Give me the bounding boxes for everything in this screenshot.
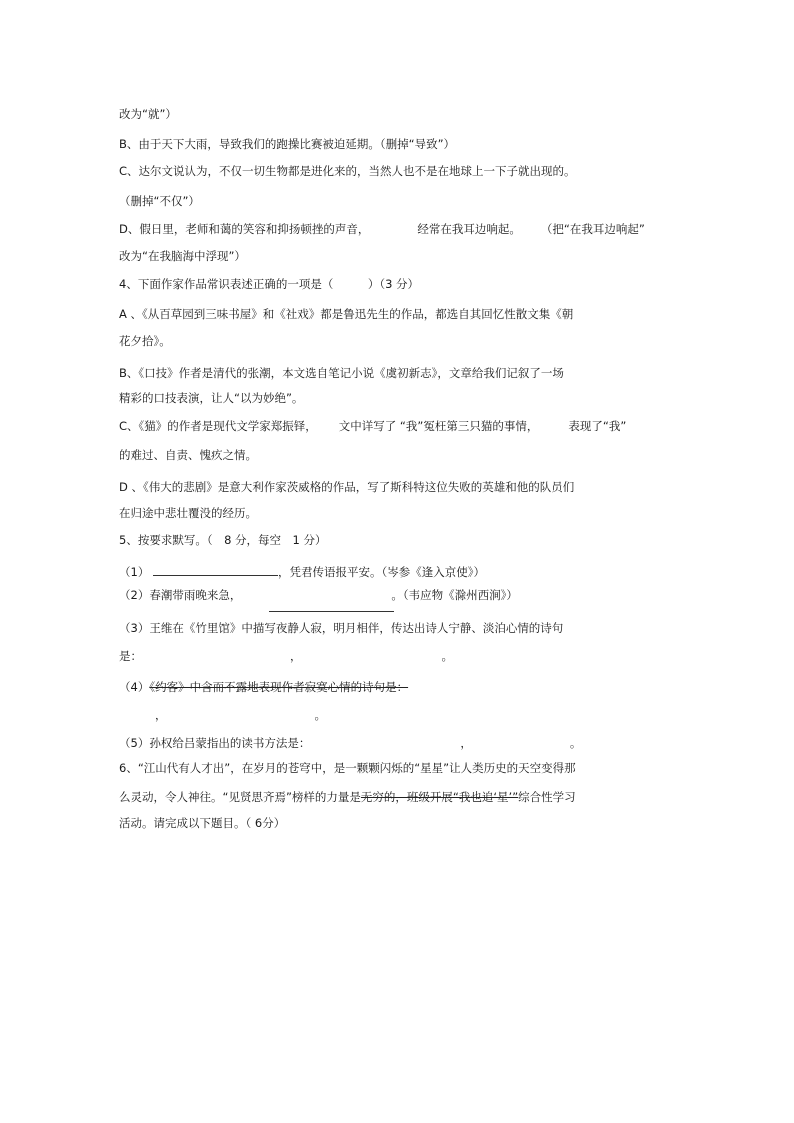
text-segment: ，凭君传语报平安。（岑参《逢入京使》） bbox=[277, 565, 485, 579]
text-segment: （把“在我耳边响起” bbox=[540, 222, 645, 236]
text-segment: ， bbox=[155, 708, 167, 722]
text-line: B、由于天下大雨，导致我们的跑操比赛被迫延期。（删掉“导致”） bbox=[119, 137, 456, 151]
recitation-5 bbox=[119, 735, 581, 751]
text-segment: ， bbox=[460, 736, 472, 750]
option-c bbox=[119, 418, 626, 434]
recitation-2 bbox=[119, 587, 518, 603]
text-segment: 表现了“我” bbox=[568, 419, 627, 433]
option-b: B、《口技》作者是清代的张潮，本文选自笔记小说《虞初新志》，文章给我们记叙了一场 bbox=[119, 366, 564, 380]
text-segment: 。（韦应物《滁州西涧》） bbox=[391, 588, 518, 602]
text-segment: C、《猫》的作者是现代文学家郑振铎， bbox=[119, 419, 317, 433]
recitation-1 bbox=[119, 561, 485, 580]
question-6-stem: 6、“江山代有人才出”，在岁月的苍穹中，是一颗颗闪烁的“星星”让人类历史的天空变得那 bbox=[119, 761, 576, 775]
text-segment: 综合性学习 bbox=[518, 790, 576, 804]
text-segment: D、假日里，老师和蔼的笑容和抑扬顿挫的声音， bbox=[119, 222, 370, 236]
text-segment: 。 bbox=[569, 736, 582, 750]
item-number: （4） bbox=[119, 680, 150, 694]
text-line bbox=[119, 789, 576, 805]
text-segment: （5）孙权给吕蒙指出的读书方法是： bbox=[119, 736, 311, 750]
text-segment: 经常在我耳边响起。 bbox=[417, 222, 521, 236]
text-line: 改为“就”） bbox=[119, 107, 177, 121]
text-line bbox=[119, 221, 645, 237]
text-segment: 么灵动，令人神往。“见贤思齐焉”榜样的力量是 bbox=[119, 790, 361, 804]
recitation-4 bbox=[119, 679, 408, 695]
text-line: 活动。请完成以下题目。（ 6分） bbox=[119, 816, 286, 830]
struck-text: 无穷的，班级开展“我也追‘星’” bbox=[360, 790, 519, 804]
text-line bbox=[119, 648, 453, 664]
struck-text: 《约客》中含而不露地表现作者寂寞心情的诗句是： bbox=[149, 680, 409, 694]
option-d: D 、《伟大的悲剧》是意大利作家茨威格的作品，写了斯科特这位失败的英雄和他的队员们 bbox=[119, 480, 575, 494]
option-a: A 、《从百草园到三味书屋》和《社戏》都是鲁迅先生的作品，都选自其回忆性散文集《朝 bbox=[119, 307, 574, 321]
question-5-stem: 5、按要求默写。（ 8 分，每空 1 分） bbox=[119, 533, 327, 547]
text-segment: 。 bbox=[314, 708, 326, 722]
text-line: 的难过、自责、愧疚之情。 bbox=[119, 448, 257, 462]
text-line: 改为“在我脑海中浮现”） bbox=[119, 249, 246, 263]
text-segment: ， bbox=[290, 649, 302, 663]
text-line: C、达尔文说认为，不仅一切生物都是进化来的，当然人也不是在地球上一下子就出现的。 bbox=[119, 164, 576, 178]
text-line: 精彩的口技表演，让人“以为妙绝”。 bbox=[119, 391, 304, 405]
text-line: （删掉“不仅”） bbox=[119, 194, 200, 208]
text-line bbox=[119, 707, 326, 723]
text-segment: （2）春潮带雨晚来急， bbox=[119, 588, 242, 602]
text-segment: 是： bbox=[119, 649, 142, 663]
text-segment: 。 bbox=[441, 649, 453, 663]
text-segment: 文中详写了 “我”冤枉第三只猫的事情， bbox=[338, 419, 539, 433]
recitation-3: （3）王维在《竹里馆》中描写夜静人寂，明月相伴，传达出诗人宁静、淡泊心情的诗句 bbox=[119, 621, 564, 635]
question-4-stem: 4、下面作家作品常识表述正确的一项是（ ）（3 分） bbox=[119, 277, 420, 291]
text-line: 在归途中悲壮覆没的经历。 bbox=[119, 506, 257, 520]
answer-blank[interactable] bbox=[153, 561, 278, 576]
answer-blank[interactable] bbox=[269, 611, 394, 612]
item-number: （1） bbox=[119, 565, 150, 579]
text-line: 花夕拾》。 bbox=[119, 334, 171, 348]
